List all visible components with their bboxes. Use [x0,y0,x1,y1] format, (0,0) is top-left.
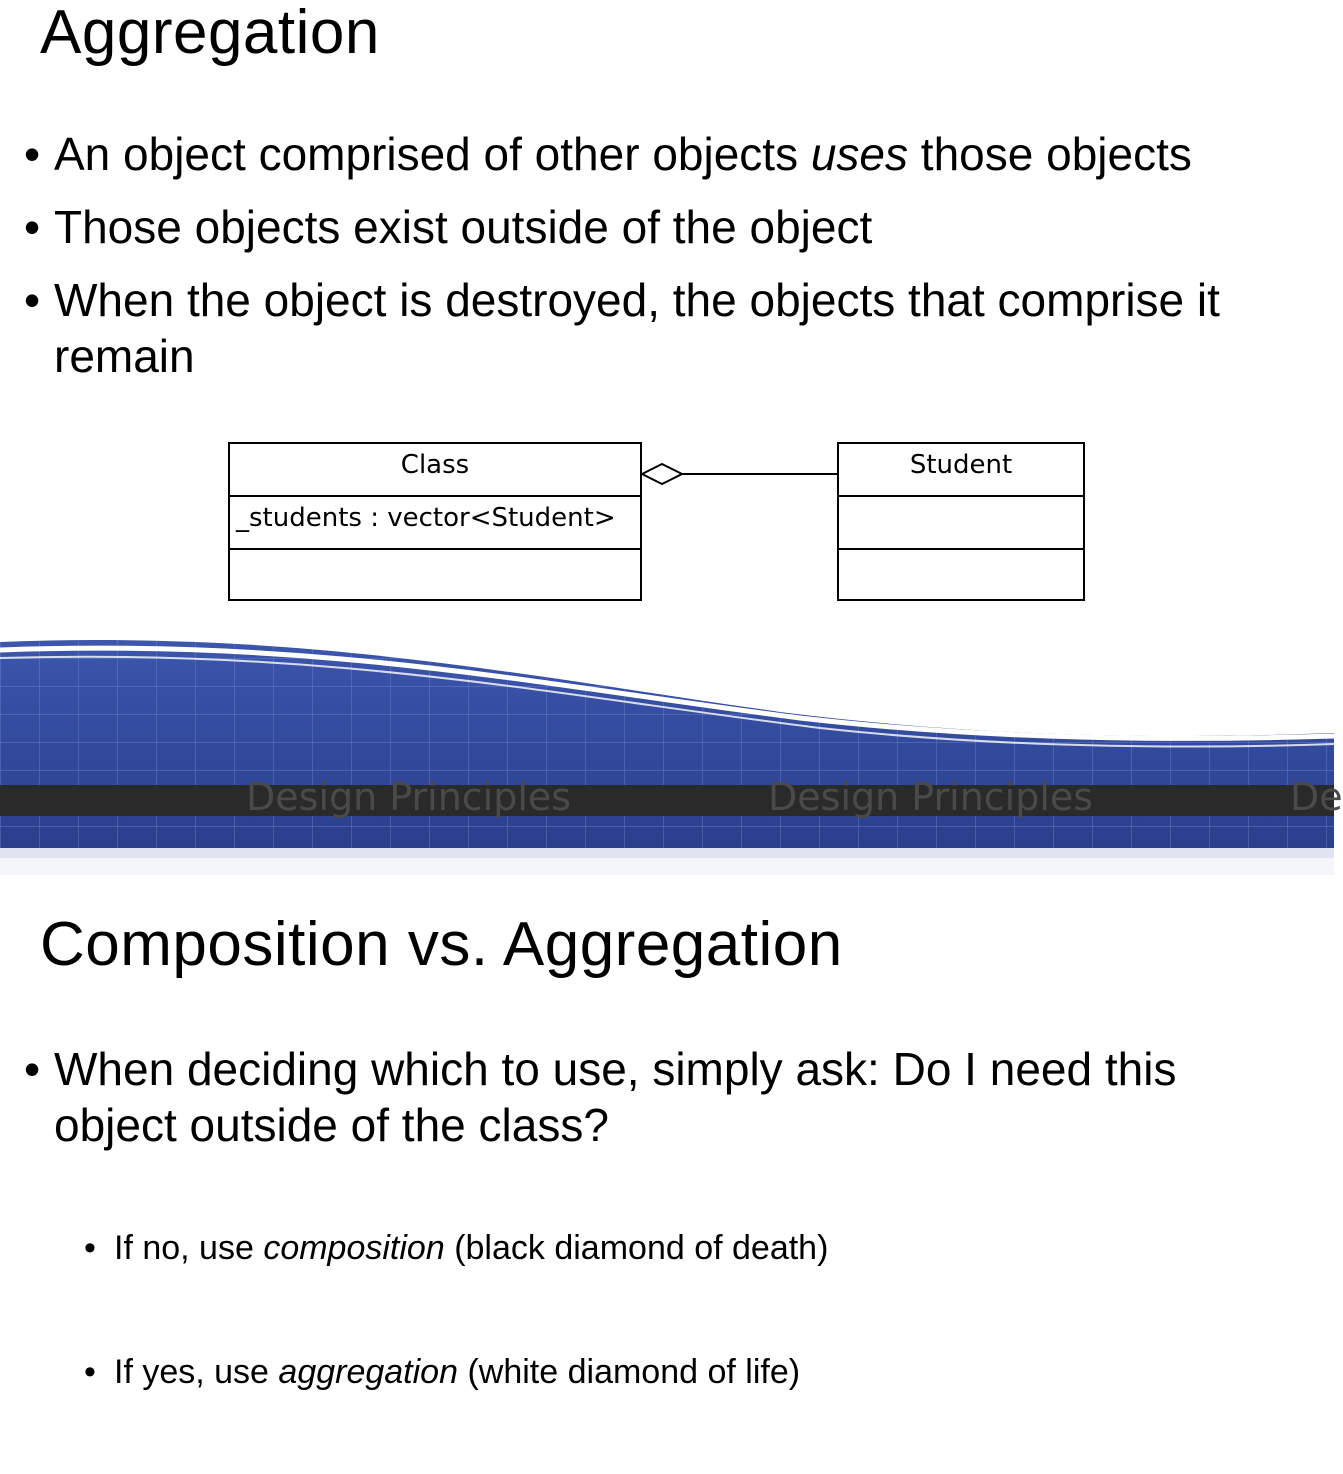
bullet-list [24,1041,1274,1153]
bullet-item: • When deciding which to use, simply ask: Do I need this object outside of the class? [24,1041,1274,1153]
bullet-emphasis: aggregation [278,1353,459,1391]
uml-student-name: Student [839,444,1083,497]
banner-footer-text: Design Principles [246,775,572,819]
slide-title-composition-vs-aggregation: Composition vs. Aggregation [40,910,843,979]
bullet-text: An object comprised of other objects [54,128,811,180]
bullet-text: those objects [908,128,1192,180]
sub-bullet-item [84,1350,1284,1394]
bullet-text: If no, use [114,1229,264,1267]
slide-title-aggregation: Aggregation [40,0,380,67]
bullet-emphasis: composition [263,1229,445,1267]
uml-student-attributes [839,497,1083,550]
bullet-text: When the object is destroyed, the objects that comprise it remain [54,274,1220,382]
uml-class-name: Class [230,444,640,497]
bullet-text: (black diamond of death) [444,1229,829,1267]
bullet-text: Those objects exist outside of the object [54,201,873,253]
uml-class-attribute: _students : vector<Student> [230,497,640,550]
banner-dark-band [0,785,1334,816]
banner-footer-text: De [1290,775,1343,819]
sub-bullet-item [84,1226,1284,1270]
hollow-diamond-icon [642,464,682,484]
bullet-emphasis: uses [810,128,909,180]
bullet-text: (white diamond of life) [458,1353,801,1391]
bullet-text: If yes, use [114,1353,279,1391]
banner-footer-text: Design Principles [768,775,1094,819]
sub-bullet-list [84,1226,1284,1474]
slide-banner [0,630,1334,875]
uml-student-methods [839,550,1083,596]
uml-student-box [837,442,1085,601]
